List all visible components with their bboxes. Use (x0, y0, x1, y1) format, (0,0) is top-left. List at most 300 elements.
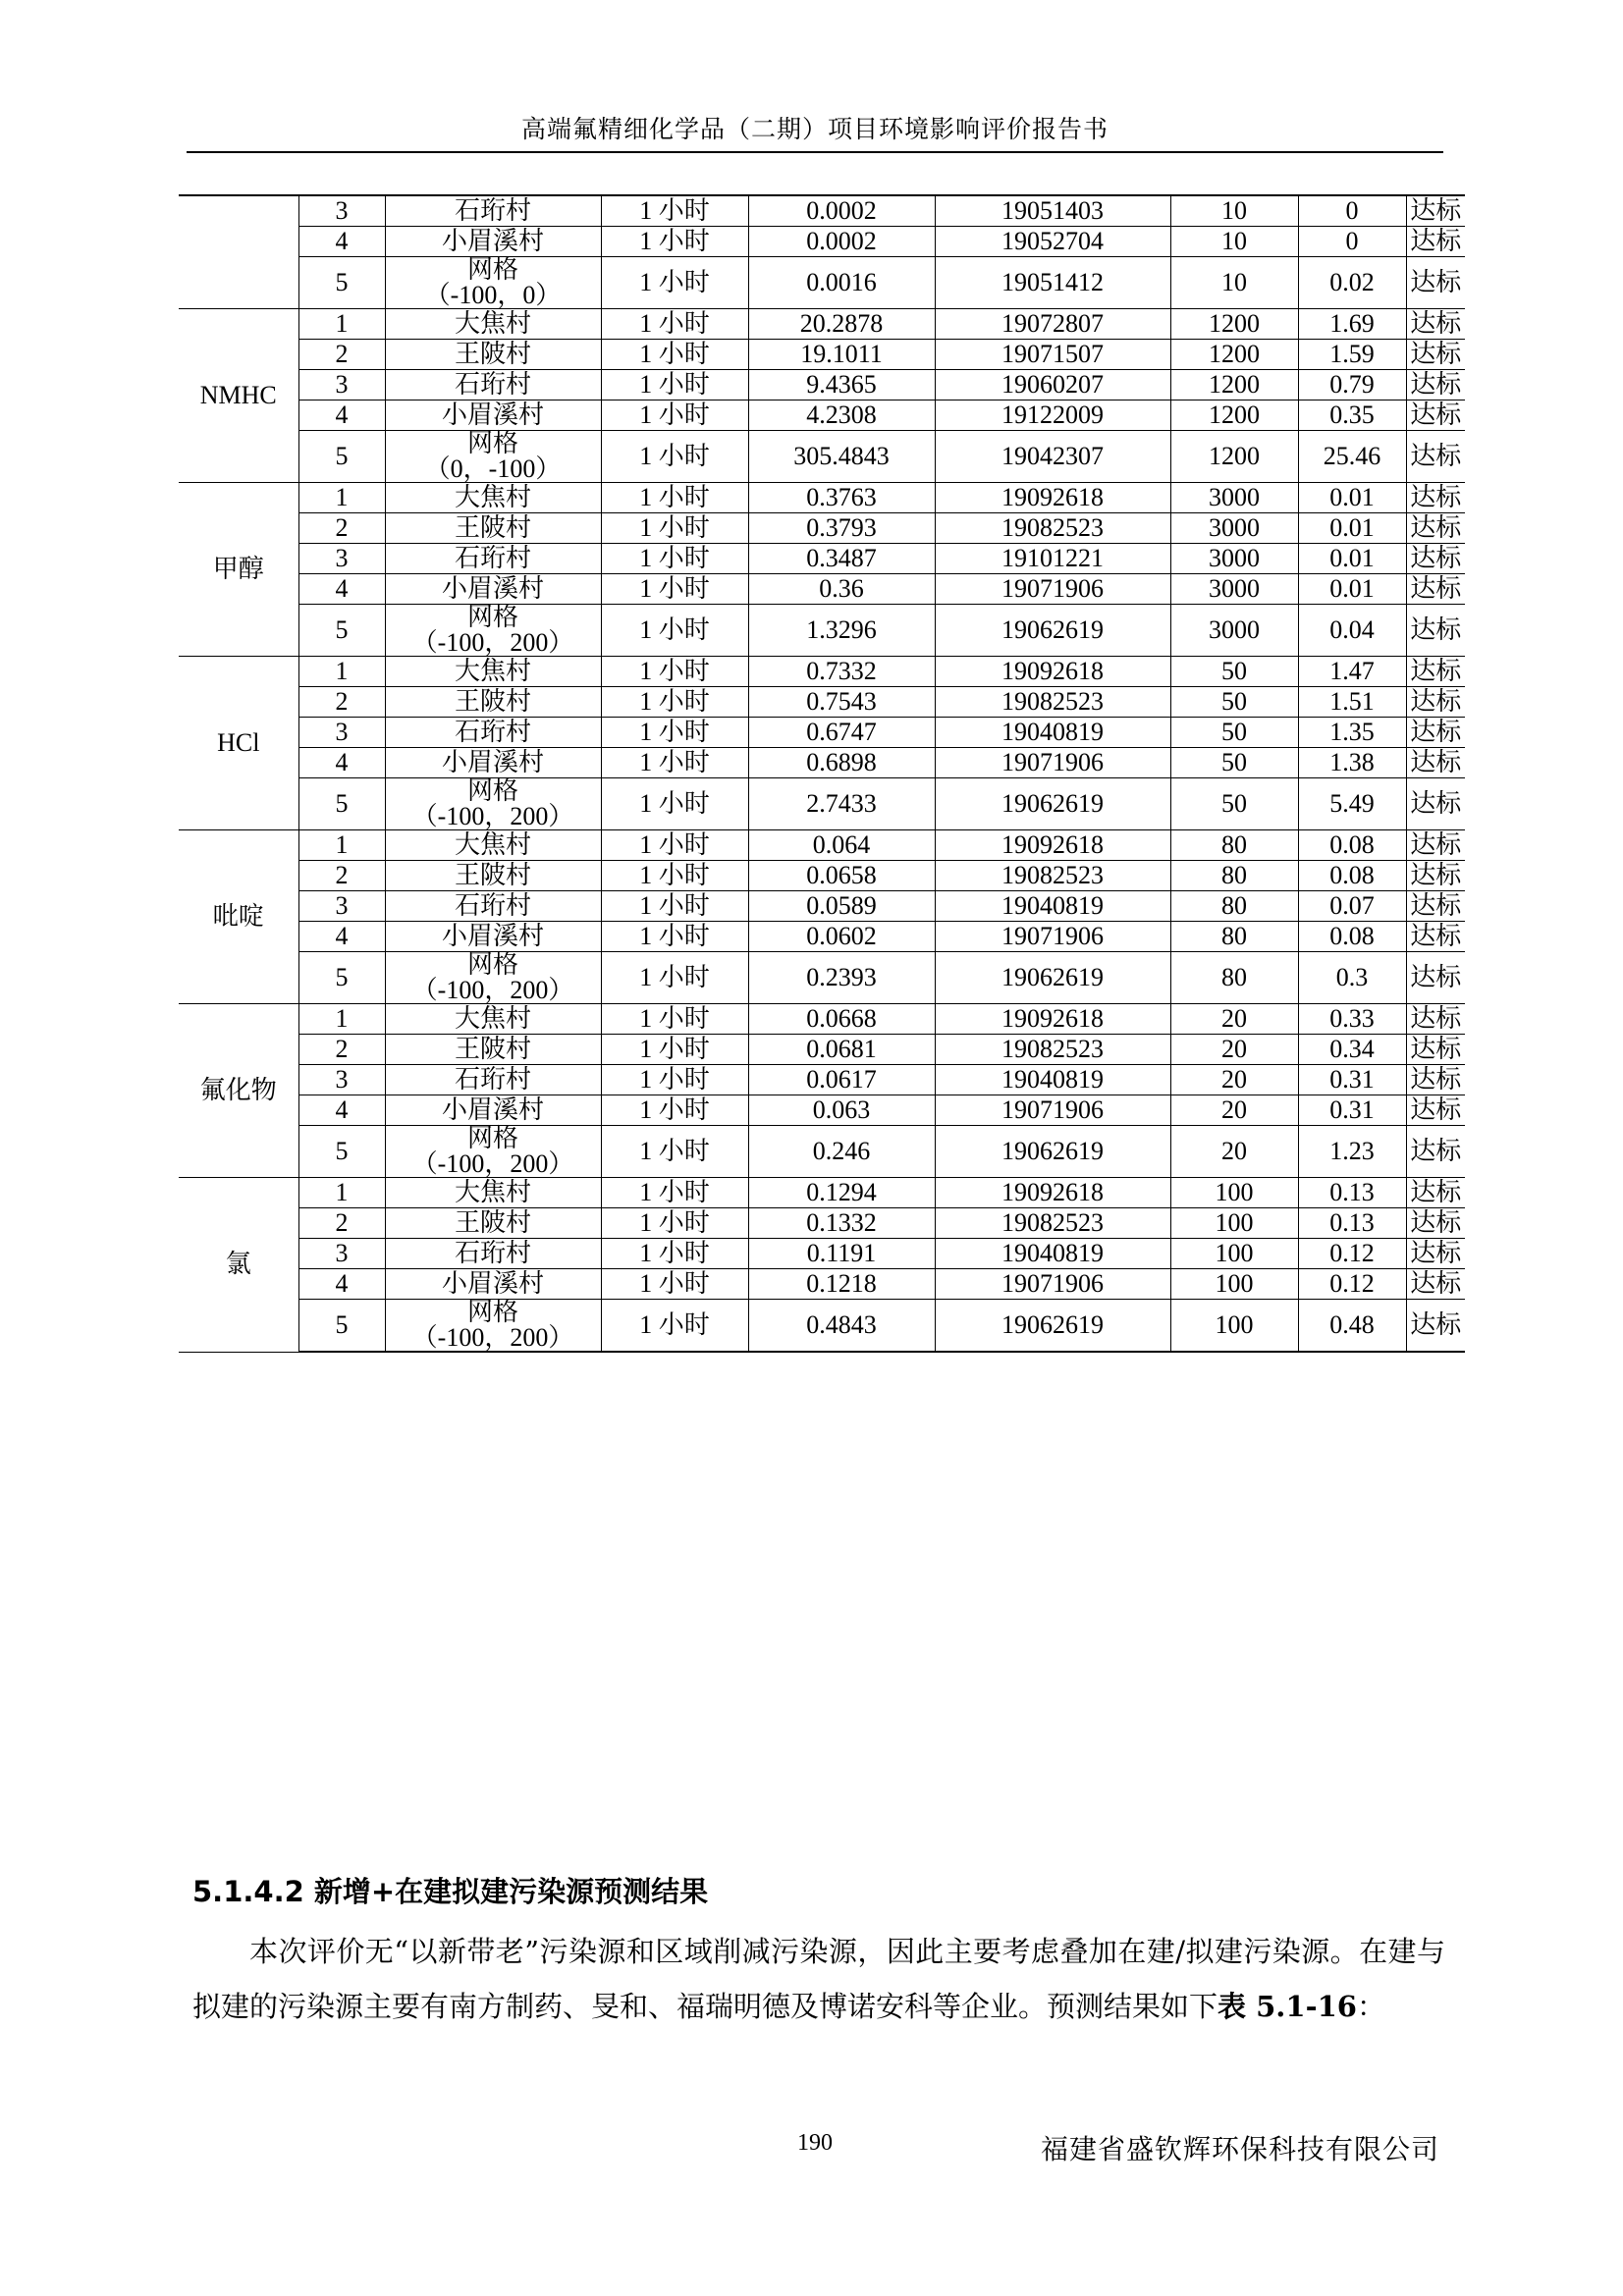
max-concentration-cell: 0.1191 (748, 1239, 935, 1269)
max-concentration-cell: 0.6747 (748, 718, 935, 748)
receptor-name-cell: 石珩村 (385, 370, 601, 400)
averaging-period-cell: 1 小时 (601, 718, 748, 748)
section-title: 5.1.4.2 新增+在建拟建污染源预测结果 (192, 1875, 709, 1908)
point-index-cell: 2 (298, 687, 385, 718)
percent-of-standard-cell: 0.01 (1298, 574, 1406, 605)
receptor-name-cell: 大焦村 (385, 483, 601, 513)
averaging-period-cell: 1 小时 (601, 370, 748, 400)
compliance-status-cell: 达标 (1406, 431, 1465, 483)
standard-value-cell: 1200 (1170, 370, 1298, 400)
standard-value-cell: 80 (1170, 922, 1298, 952)
table-row (179, 1035, 1465, 1065)
point-index-cell: 5 (298, 778, 385, 830)
percent-of-standard-cell: 1.51 (1298, 687, 1406, 718)
occurrence-time-cell: 19071906 (935, 922, 1170, 952)
compliance-status-cell: 达标 (1406, 1065, 1465, 1095)
table-row (179, 891, 1465, 922)
receptor-name-cell: 石珩村 (385, 544, 601, 574)
occurrence-time-cell: 19082523 (935, 1208, 1170, 1239)
max-concentration-cell: 0.2393 (748, 952, 935, 1004)
standard-value-cell: 100 (1170, 1269, 1298, 1300)
standard-value-cell: 80 (1170, 891, 1298, 922)
averaging-period-cell: 1 小时 (601, 544, 748, 574)
receptor-name-cell: 王陂村 (385, 513, 601, 544)
occurrence-time-cell: 19062619 (935, 1300, 1170, 1353)
averaging-period-cell: 1 小时 (601, 1004, 748, 1035)
standard-value-cell: 20 (1170, 1035, 1298, 1065)
compliance-status-cell: 达标 (1406, 952, 1465, 1004)
percent-of-standard-cell: 1.35 (1298, 718, 1406, 748)
percent-of-standard-cell: 0.13 (1298, 1178, 1406, 1208)
receptor-name-cell: 王陂村 (385, 687, 601, 718)
compliance-status-cell: 达标 (1406, 830, 1465, 861)
percent-of-standard-cell: 1.69 (1298, 309, 1406, 340)
table-row (179, 1208, 1465, 1239)
max-concentration-cell: 0.0658 (748, 861, 935, 891)
table-row (179, 1269, 1465, 1300)
standard-value-cell: 100 (1170, 1208, 1298, 1239)
table-row (179, 227, 1465, 257)
percent-of-standard-cell: 0.01 (1298, 544, 1406, 574)
point-index-cell: 5 (298, 605, 385, 657)
grid-coordinates: （-100，200） (411, 1149, 574, 1178)
point-index-cell: 4 (298, 574, 385, 605)
table-row (179, 687, 1465, 718)
pollutant-cell: HCl (179, 657, 298, 830)
averaging-period-cell: 1 小时 (601, 340, 748, 370)
table-row (179, 1004, 1465, 1035)
grid-coordinates: （-100，200） (411, 628, 574, 657)
percent-of-standard-cell: 1.59 (1298, 340, 1406, 370)
standard-value-cell: 3000 (1170, 544, 1298, 574)
occurrence-time-cell: 19071906 (935, 1269, 1170, 1300)
pollutant-cell: 氟化物 (179, 1004, 298, 1178)
standard-value-cell: 100 (1170, 1300, 1298, 1353)
compliance-status-cell: 达标 (1406, 778, 1465, 830)
occurrence-time-cell: 19092618 (935, 1004, 1170, 1035)
compliance-status-cell: 达标 (1406, 513, 1465, 544)
point-index-cell: 5 (298, 257, 385, 309)
section-paragraph (192, 1924, 1445, 2034)
occurrence-time-cell: 19082523 (935, 1035, 1170, 1065)
percent-of-standard-cell: 0.02 (1298, 257, 1406, 309)
table-row (179, 1065, 1465, 1095)
table-row (179, 1300, 1465, 1353)
table-row (179, 483, 1465, 513)
max-concentration-cell: 9.4365 (748, 370, 935, 400)
compliance-status-cell: 达标 (1406, 748, 1465, 778)
paragraph-end: ： (1356, 1990, 1385, 2023)
pollutant-cell (179, 195, 298, 309)
point-index-cell: 3 (298, 544, 385, 574)
standard-value-cell: 1200 (1170, 309, 1298, 340)
receptor-name-cell (385, 257, 601, 309)
receptor-name-cell: 石珩村 (385, 1065, 601, 1095)
occurrence-time-cell: 19101221 (935, 544, 1170, 574)
averaging-period-cell: 1 小时 (601, 1300, 748, 1353)
table-reference: 表 5.1-16 (1217, 1990, 1357, 2023)
averaging-period-cell: 1 小时 (601, 1035, 748, 1065)
point-index-cell: 5 (298, 1300, 385, 1353)
standard-value-cell: 20 (1170, 1004, 1298, 1035)
averaging-period-cell: 1 小时 (601, 687, 748, 718)
max-concentration-cell: 0.063 (748, 1095, 935, 1126)
averaging-period-cell: 1 小时 (601, 748, 748, 778)
receptor-name-cell: 小眉溪村 (385, 227, 601, 257)
pollutant-cell: 氯 (179, 1178, 298, 1353)
occurrence-time-cell: 19072807 (935, 309, 1170, 340)
percent-of-standard-cell: 0.79 (1298, 370, 1406, 400)
occurrence-time-cell: 19092618 (935, 1178, 1170, 1208)
table-row (179, 513, 1465, 544)
pollutant-cell: NMHC (179, 309, 298, 483)
compliance-status-cell: 达标 (1406, 483, 1465, 513)
percent-of-standard-cell: 0.08 (1298, 861, 1406, 891)
occurrence-time-cell: 19082523 (935, 513, 1170, 544)
receptor-name-cell: 大焦村 (385, 309, 601, 340)
point-index-cell: 1 (298, 657, 385, 687)
point-index-cell: 4 (298, 748, 385, 778)
table-row (179, 1126, 1465, 1178)
point-index-cell: 3 (298, 370, 385, 400)
standard-value-cell: 100 (1170, 1239, 1298, 1269)
occurrence-time-cell: 19082523 (935, 687, 1170, 718)
percent-of-standard-cell: 0.04 (1298, 605, 1406, 657)
standard-value-cell: 10 (1170, 257, 1298, 309)
max-concentration-cell: 0.1294 (748, 1178, 935, 1208)
compliance-status-cell: 达标 (1406, 1035, 1465, 1065)
grid-label: 网格 (466, 950, 518, 979)
compliance-status-cell: 达标 (1406, 861, 1465, 891)
standard-value-cell: 80 (1170, 830, 1298, 861)
standard-value-cell: 20 (1170, 1065, 1298, 1095)
standard-value-cell: 50 (1170, 657, 1298, 687)
percent-of-standard-cell: 0.33 (1298, 1004, 1406, 1035)
percent-of-standard-cell: 0.07 (1298, 891, 1406, 922)
grid-coordinates: （0，-100） (424, 454, 562, 483)
averaging-period-cell: 1 小时 (601, 922, 748, 952)
occurrence-time-cell: 19060207 (935, 370, 1170, 400)
standard-value-cell: 20 (1170, 1095, 1298, 1126)
grid-label: 网格 (466, 603, 518, 631)
averaging-period-cell: 1 小时 (601, 830, 748, 861)
max-concentration-cell: 0.0681 (748, 1035, 935, 1065)
grid-coordinates: （-100，200） (411, 976, 574, 1004)
receptor-name-cell: 小眉溪村 (385, 400, 601, 431)
percent-of-standard-cell: 1.47 (1298, 657, 1406, 687)
compliance-status-cell: 达标 (1406, 891, 1465, 922)
averaging-period-cell: 1 小时 (601, 309, 748, 340)
occurrence-time-cell: 19071906 (935, 748, 1170, 778)
pollutant-cell: 吡啶 (179, 830, 298, 1004)
grid-coordinates: （-100，0） (424, 281, 562, 309)
max-concentration-cell: 19.1011 (748, 340, 935, 370)
max-concentration-cell: 0.7543 (748, 687, 935, 718)
compliance-status-cell: 达标 (1406, 1300, 1465, 1353)
percent-of-standard-cell: 0.01 (1298, 483, 1406, 513)
max-concentration-cell: 0.0602 (748, 922, 935, 952)
occurrence-time-cell: 19082523 (935, 861, 1170, 891)
receptor-name-cell: 王陂村 (385, 861, 601, 891)
receptor-name-cell: 小眉溪村 (385, 922, 601, 952)
max-concentration-cell: 0.1218 (748, 1269, 935, 1300)
max-concentration-cell: 0.3487 (748, 544, 935, 574)
receptor-name-cell: 小眉溪村 (385, 1095, 601, 1126)
point-index-cell: 1 (298, 830, 385, 861)
averaging-period-cell: 1 小时 (601, 778, 748, 830)
percent-of-standard-cell: 0.01 (1298, 513, 1406, 544)
table-row (179, 657, 1465, 687)
max-concentration-cell: 305.4843 (748, 431, 935, 483)
percent-of-standard-cell: 1.38 (1298, 748, 1406, 778)
compliance-status-cell: 达标 (1406, 718, 1465, 748)
occurrence-time-cell: 19071507 (935, 340, 1170, 370)
compliance-status-cell: 达标 (1406, 400, 1465, 431)
max-concentration-cell: 0.0589 (748, 891, 935, 922)
max-concentration-cell: 0.0002 (748, 195, 935, 227)
receptor-name-cell: 大焦村 (385, 1178, 601, 1208)
compliance-status-cell: 达标 (1406, 1126, 1465, 1178)
receptor-name-cell: 王陂村 (385, 1208, 601, 1239)
receptor-name-cell: 石珩村 (385, 1239, 601, 1269)
table-row (179, 922, 1465, 952)
receptor-name-cell (385, 605, 601, 657)
max-concentration-cell: 4.2308 (748, 400, 935, 431)
max-concentration-cell: 0.3763 (748, 483, 935, 513)
table-row (179, 431, 1465, 483)
table-row (179, 778, 1465, 830)
percent-of-standard-cell: 0 (1298, 227, 1406, 257)
point-index-cell: 2 (298, 513, 385, 544)
point-index-cell: 1 (298, 309, 385, 340)
table-row (179, 195, 1465, 227)
percent-of-standard-cell: 0.35 (1298, 400, 1406, 431)
compliance-status-cell: 达标 (1406, 309, 1465, 340)
point-index-cell: 2 (298, 340, 385, 370)
averaging-period-cell: 1 小时 (601, 513, 748, 544)
standard-value-cell: 10 (1170, 195, 1298, 227)
max-concentration-cell: 0.0617 (748, 1065, 935, 1095)
receptor-name-cell: 石珩村 (385, 195, 601, 227)
occurrence-time-cell: 19040819 (935, 1239, 1170, 1269)
percent-of-standard-cell: 0.48 (1298, 1300, 1406, 1353)
grid-label: 网格 (466, 255, 518, 284)
percent-of-standard-cell: 0.12 (1298, 1269, 1406, 1300)
averaging-period-cell: 1 小时 (601, 431, 748, 483)
percent-of-standard-cell: 25.46 (1298, 431, 1406, 483)
point-index-cell: 2 (298, 861, 385, 891)
table-row (179, 400, 1465, 431)
table-row (179, 257, 1465, 309)
grid-label: 网格 (466, 776, 518, 805)
receptor-name-cell: 小眉溪村 (385, 748, 601, 778)
percent-of-standard-cell: 0.08 (1298, 830, 1406, 861)
company-name: 福建省盛钦辉环保科技有限公司 (1041, 2133, 1440, 2165)
table-row (179, 1178, 1465, 1208)
occurrence-time-cell: 19092618 (935, 830, 1170, 861)
percent-of-standard-cell: 0.13 (1298, 1208, 1406, 1239)
point-index-cell: 2 (298, 1035, 385, 1065)
pollutant-cell: 甲醇 (179, 483, 298, 657)
point-index-cell: 1 (298, 1178, 385, 1208)
compliance-status-cell: 达标 (1406, 657, 1465, 687)
max-concentration-cell: 1.3296 (748, 605, 935, 657)
max-concentration-cell: 0.1332 (748, 1208, 935, 1239)
averaging-period-cell: 1 小时 (601, 483, 748, 513)
averaging-period-cell: 1 小时 (601, 1126, 748, 1178)
compliance-status-cell: 达标 (1406, 195, 1465, 227)
standard-value-cell: 50 (1170, 748, 1298, 778)
receptor-name-cell: 石珩村 (385, 718, 601, 748)
standard-value-cell: 3000 (1170, 483, 1298, 513)
compliance-status-cell: 达标 (1406, 1004, 1465, 1035)
point-index-cell: 3 (298, 1239, 385, 1269)
point-index-cell: 5 (298, 431, 385, 483)
compliance-status-cell: 达标 (1406, 227, 1465, 257)
averaging-period-cell: 1 小时 (601, 1208, 748, 1239)
receptor-name-cell: 石珩村 (385, 891, 601, 922)
grid-coordinates: （-100，200） (411, 1323, 574, 1352)
averaging-period-cell: 1 小时 (601, 227, 748, 257)
compliance-status-cell: 达标 (1406, 1239, 1465, 1269)
max-concentration-cell: 0.6898 (748, 748, 935, 778)
table-row (179, 952, 1465, 1004)
percent-of-standard-cell: 0.34 (1298, 1035, 1406, 1065)
receptor-name-cell: 小眉溪村 (385, 574, 601, 605)
table-row (179, 861, 1465, 891)
occurrence-time-cell: 19040819 (935, 718, 1170, 748)
receptor-name-cell (385, 952, 601, 1004)
page-header-title: 高端氟精细化学品（二期）项目环境影响评价报告书 (520, 115, 1109, 143)
max-concentration-cell: 0.36 (748, 574, 935, 605)
occurrence-time-cell: 19062619 (935, 605, 1170, 657)
receptor-name-cell: 大焦村 (385, 657, 601, 687)
occurrence-time-cell: 19071906 (935, 574, 1170, 605)
occurrence-time-cell: 19062619 (935, 952, 1170, 1004)
percent-of-standard-cell: 0.3 (1298, 952, 1406, 1004)
receptor-name-cell: 小眉溪村 (385, 1269, 601, 1300)
table-row (179, 718, 1465, 748)
averaging-period-cell: 1 小时 (601, 574, 748, 605)
max-concentration-cell: 20.2878 (748, 309, 935, 340)
max-concentration-cell: 0.0668 (748, 1004, 935, 1035)
standard-value-cell: 100 (1170, 1178, 1298, 1208)
receptor-name-cell (385, 778, 601, 830)
header-rule (187, 151, 1443, 153)
point-index-cell: 5 (298, 1126, 385, 1178)
percent-of-standard-cell: 0.12 (1298, 1239, 1406, 1269)
occurrence-time-cell: 19051403 (935, 195, 1170, 227)
point-index-cell: 1 (298, 1004, 385, 1035)
occurrence-time-cell: 19092618 (935, 483, 1170, 513)
max-concentration-cell: 0.7332 (748, 657, 935, 687)
standard-value-cell: 3000 (1170, 605, 1298, 657)
averaging-period-cell: 1 小时 (601, 1239, 748, 1269)
receptor-name-cell (385, 1300, 601, 1353)
table-row (179, 340, 1465, 370)
prediction-table (179, 194, 1465, 1353)
paragraph-text: 本次评价无“以新带老”污染源和区域削减污染源，因此主要考虑叠加在建/拟建污染源。在建与拟建的污染源主要有南方制药、旻和、福瑞明德及博诺安科等企业。预测结果如下 (192, 1935, 1445, 2023)
compliance-status-cell: 达标 (1406, 605, 1465, 657)
point-index-cell: 4 (298, 227, 385, 257)
point-index-cell: 3 (298, 195, 385, 227)
grid-label: 网格 (466, 429, 518, 457)
point-index-cell: 4 (298, 1095, 385, 1126)
max-concentration-cell: 0.3793 (748, 513, 935, 544)
percent-of-standard-cell: 0.31 (1298, 1065, 1406, 1095)
percent-of-standard-cell: 0.08 (1298, 922, 1406, 952)
receptor-name-cell (385, 431, 601, 483)
percent-of-standard-cell: 0 (1298, 195, 1406, 227)
standard-value-cell: 1200 (1170, 431, 1298, 483)
receptor-name-cell: 王陂村 (385, 340, 601, 370)
occurrence-time-cell: 19040819 (935, 1065, 1170, 1095)
standard-value-cell: 50 (1170, 687, 1298, 718)
table-row (179, 748, 1465, 778)
prediction-table-wrapper (179, 194, 1465, 1353)
occurrence-time-cell: 19071906 (935, 1095, 1170, 1126)
averaging-period-cell: 1 小时 (601, 1095, 748, 1126)
compliance-status-cell: 达标 (1406, 574, 1465, 605)
max-concentration-cell: 0.0002 (748, 227, 935, 257)
standard-value-cell: 80 (1170, 952, 1298, 1004)
standard-value-cell: 3000 (1170, 574, 1298, 605)
point-index-cell: 2 (298, 1208, 385, 1239)
percent-of-standard-cell: 1.23 (1298, 1126, 1406, 1178)
table-row (179, 1239, 1465, 1269)
occurrence-time-cell: 19062619 (935, 1126, 1170, 1178)
page-number: 190 (797, 2130, 833, 2156)
max-concentration-cell: 0.4843 (748, 1300, 935, 1353)
occurrence-time-cell: 19042307 (935, 431, 1170, 483)
averaging-period-cell: 1 小时 (601, 1065, 748, 1095)
compliance-status-cell: 达标 (1406, 544, 1465, 574)
receptor-name-cell: 大焦村 (385, 830, 601, 861)
point-index-cell: 3 (298, 891, 385, 922)
percent-of-standard-cell: 5.49 (1298, 778, 1406, 830)
compliance-status-cell: 达标 (1406, 687, 1465, 718)
table-row (179, 544, 1465, 574)
averaging-period-cell: 1 小时 (601, 195, 748, 227)
grid-label: 网格 (466, 1124, 518, 1152)
receptor-name-cell (385, 1126, 601, 1178)
point-index-cell: 4 (298, 922, 385, 952)
max-concentration-cell: 0.0016 (748, 257, 935, 309)
max-concentration-cell: 0.246 (748, 1126, 935, 1178)
receptor-name-cell: 大焦村 (385, 1004, 601, 1035)
standard-value-cell: 1200 (1170, 400, 1298, 431)
averaging-period-cell: 1 小时 (601, 657, 748, 687)
occurrence-time-cell: 19051412 (935, 257, 1170, 309)
averaging-period-cell: 1 小时 (601, 257, 748, 309)
table-row (179, 1095, 1465, 1126)
averaging-period-cell: 1 小时 (601, 861, 748, 891)
point-index-cell: 4 (298, 1269, 385, 1300)
table-row (179, 309, 1465, 340)
compliance-status-cell: 达标 (1406, 340, 1465, 370)
compliance-status-cell: 达标 (1406, 370, 1465, 400)
standard-value-cell: 1200 (1170, 340, 1298, 370)
table-row (179, 605, 1465, 657)
grid-label: 网格 (466, 1298, 518, 1326)
compliance-status-cell: 达标 (1406, 922, 1465, 952)
compliance-status-cell: 达标 (1406, 1208, 1465, 1239)
compliance-status-cell: 达标 (1406, 1095, 1465, 1126)
occurrence-time-cell: 19092618 (935, 657, 1170, 687)
standard-value-cell: 20 (1170, 1126, 1298, 1178)
standard-value-cell: 3000 (1170, 513, 1298, 544)
standard-value-cell: 50 (1170, 778, 1298, 830)
